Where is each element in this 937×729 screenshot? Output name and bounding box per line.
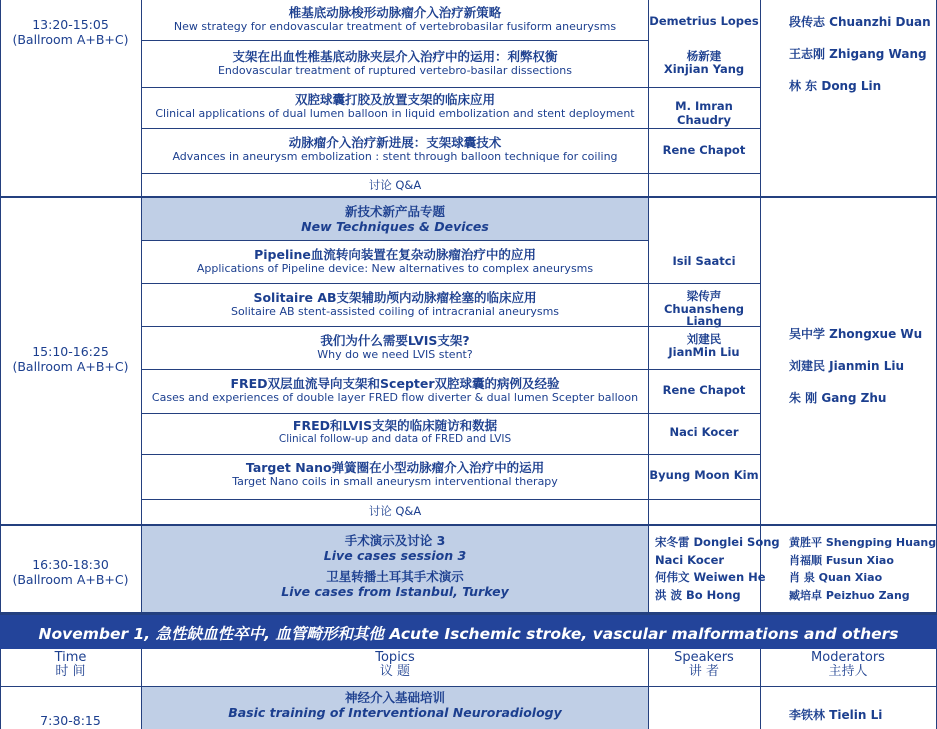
h-line <box>141 454 761 455</box>
topic-en: Advances in aneurysm embolization : stent through balloon technique for coiling <box>172 150 618 163</box>
speaker-cell <box>648 290 760 328</box>
speaker-name: Naci Kocer <box>655 552 725 567</box>
speaker-cell <box>648 426 760 440</box>
v-line <box>760 0 761 615</box>
session-title-en: New Techniques & Devices <box>301 219 489 234</box>
live-title-en: Live cases session 3 <box>323 548 467 563</box>
room-name: (Ballroom A+B+C) <box>12 359 129 374</box>
header-topics <box>141 651 649 680</box>
session-header <box>141 204 649 234</box>
topic-zh: 双腔球囊打胶及放置支架的临床应用 <box>294 92 495 107</box>
date-banner-title <box>0 622 937 644</box>
moderator: 王志刚 Zhigang Wang <box>789 47 927 61</box>
topic-zh: Solitaire AB支架辅助颅内动脉瘤栓塞的临床应用 <box>253 290 537 305</box>
speaker-name: 何伟文 Weiwen He <box>655 570 766 584</box>
session-time <box>0 557 141 587</box>
header-topics-en: Topics <box>375 650 415 665</box>
discussion-row: 讨论 Q&A <box>368 504 422 518</box>
header-time-zh: 时 间 <box>55 664 86 680</box>
topic-en: Clinical applications of dual lumen balloon in liquid embolization and stent deployment <box>155 107 635 120</box>
topic-en: Endovascular treatment of ruptured vertebro-basilar dissections <box>217 64 572 77</box>
topic-zh: 支架在出血性椎基底动脉夹层介入治疗中的运用：利弊权衡 <box>232 49 558 64</box>
moderator: 黄胜平 Shengping Huang <box>789 536 937 549</box>
live-subtitle-zh: 卫星转播土耳其手术演示 <box>326 569 464 584</box>
topic-cell <box>141 5 649 33</box>
h-line <box>141 369 761 370</box>
speaker-name: Xinjian Yang <box>663 61 745 76</box>
moderator: 肖福顺 Fusun Xiao <box>789 553 894 567</box>
banner-date: November 1, <box>38 625 151 643</box>
moderators-list <box>789 6 934 102</box>
topic-en: Why do we need LVIS stent? <box>317 348 473 361</box>
header-time-en: Time <box>54 650 87 665</box>
moderator: 林 东 Dong Lin <box>789 79 882 93</box>
speaker-cell <box>648 469 760 483</box>
speaker-cell <box>648 255 760 269</box>
moderator: 朱 刚 Gang Zhu <box>789 391 887 405</box>
discussion-row: 讨论 Q&A <box>368 178 422 192</box>
speaker-cell <box>648 144 760 158</box>
moderator: 肖 泉 Quan Xiao <box>789 571 883 584</box>
moderator: 刘建民 Jianmin Liu <box>789 359 905 373</box>
header-speakers-zh: 讲 者 <box>688 664 720 680</box>
speaker-name: Demetrius Lopes <box>649 14 759 28</box>
time-range: 13:20-15:05 <box>32 17 109 32</box>
banner-en: Acute Ischemic stroke, vascular malformations and others <box>389 625 899 643</box>
header-moderators-en: Moderators <box>811 650 885 665</box>
speaker-name-zh: 杨新建 <box>686 49 722 63</box>
topic-zh: FRED双层血流导向支架和Scepter双腔球囊的病例及经验 <box>230 376 560 391</box>
h-line <box>141 87 761 88</box>
topic-zh: Pipeline血流转向装置在复杂动脉瘤治疗中的应用 <box>254 247 536 262</box>
speaker-cell <box>648 100 760 128</box>
speaker-name: Byung Moon Kim <box>649 468 759 482</box>
basic-training-title <box>141 690 649 720</box>
speaker-name: M. Imran Chaudry <box>675 99 733 127</box>
moderators-list <box>789 318 934 414</box>
h-line <box>141 173 761 174</box>
header-time <box>0 651 141 680</box>
speaker-name: Chuansheng Liang <box>663 301 744 329</box>
live-subtitle-en: Live cases from Istanbul, Turkey <box>281 584 509 599</box>
topic-zh: 我们为什么需要LVIS支架? <box>320 333 470 348</box>
speaker-name-zh: 梁传声 <box>686 289 722 303</box>
header-topics-zh: 议 题 <box>379 664 411 680</box>
v-line <box>0 0 1 615</box>
topic-zh: 动脉瘤介入治疗新进展：支架球囊技术 <box>288 135 502 150</box>
basic-training-en: Basic training of Interventional Neuroradiology <box>228 705 562 720</box>
h-line <box>141 240 649 241</box>
speaker-name: 洪 波 Bo Hong <box>655 587 741 602</box>
header-speakers-en: Speakers <box>674 650 734 665</box>
live-moderators-list <box>789 534 935 604</box>
room-name: (Ballroom A+B+C) <box>12 32 129 47</box>
time-range: 16:30-18:30 <box>32 557 109 572</box>
topic-cell <box>141 418 649 446</box>
moderator: 段传志 Chuanzhi Duan <box>789 15 931 29</box>
moderator: 吴中学 Zhongxue Wu <box>789 327 923 341</box>
speaker-cell <box>648 333 760 358</box>
speaker-name: Naci Kocer <box>669 425 739 439</box>
topic-cell <box>141 135 649 163</box>
speaker-name: JianMin Liu <box>668 344 740 359</box>
banner-zh: 急性缺血性卒中, 血管畸形和其他 <box>155 625 384 643</box>
h-line <box>141 283 761 284</box>
speaker-name: Isil Saatci <box>672 254 736 268</box>
session-time <box>0 17 141 47</box>
h-line <box>141 128 761 129</box>
h-line <box>141 499 761 500</box>
h-line <box>141 413 761 414</box>
topic-en: New strategy for endovascular treatment of vertebrobasilar fusiform aneurysms <box>173 20 617 33</box>
moderator: 臧培卓 Peizhuo Zang <box>789 588 910 602</box>
topic-zh: 椎基底动脉梭形动脉瘤介入治疗新策略 <box>288 5 502 20</box>
session-time: 7:30-8:15 <box>40 713 101 728</box>
topic-cell <box>141 460 649 488</box>
speaker-name: Rene Chapot <box>662 383 746 397</box>
session-title-zh: 新技术新产品专题 <box>344 204 445 219</box>
basic-training-zh: 神经介入基础培训 <box>344 690 445 705</box>
h-line <box>141 40 649 41</box>
moderator: 李铁林 Tielin Li <box>789 708 883 722</box>
topic-cell <box>141 376 649 404</box>
topic-zh: FRED和LVIS支架的临床随访和数据 <box>292 418 498 433</box>
topic-cell <box>141 247 649 275</box>
topic-en: Clinical follow-up and data of FRED and LVIS <box>278 433 512 445</box>
topic-en: Applications of Pipeline device: New alternatives to complex aneurysms <box>196 262 594 275</box>
speaker-cell <box>648 50 760 75</box>
topic-en: Target Nano coils in small aneurysm interventional therapy <box>232 475 558 488</box>
speaker-name: 宋冬雷 Donglei Song <box>655 535 780 549</box>
topic-cell <box>141 290 649 318</box>
speaker-name: Rene Chapot <box>662 143 746 157</box>
header-moderators-zh: 主持人 <box>828 664 868 680</box>
speaker-name-zh: 刘建民 <box>686 332 722 346</box>
topic-zh: Target Nano弹簧圈在小型动脉瘤介入治疗中的运用 <box>245 460 545 475</box>
speaker-cell <box>648 15 760 29</box>
speaker-cell <box>648 384 760 398</box>
topic-en: Solitaire AB stent-assisted coiling of intracranial aneurysms <box>230 305 560 318</box>
session-time <box>0 344 141 374</box>
header-moderators <box>760 651 936 680</box>
topic-cell <box>141 92 649 120</box>
live-title-zh: 手术演示及讨论 3 <box>344 533 446 548</box>
topic-cell <box>141 49 649 77</box>
live-cases-title <box>141 533 649 599</box>
time-range: 15:10-16:25 <box>32 344 109 359</box>
topic-cell <box>141 333 649 361</box>
topic-en: Cases and experiences of double layer FRED flow diverter & dual lumen Scepter balloon <box>151 391 639 404</box>
room-name: (Ballroom A+B+C) <box>12 572 129 587</box>
live-speakers-list <box>655 534 780 604</box>
header-speakers <box>648 651 760 680</box>
